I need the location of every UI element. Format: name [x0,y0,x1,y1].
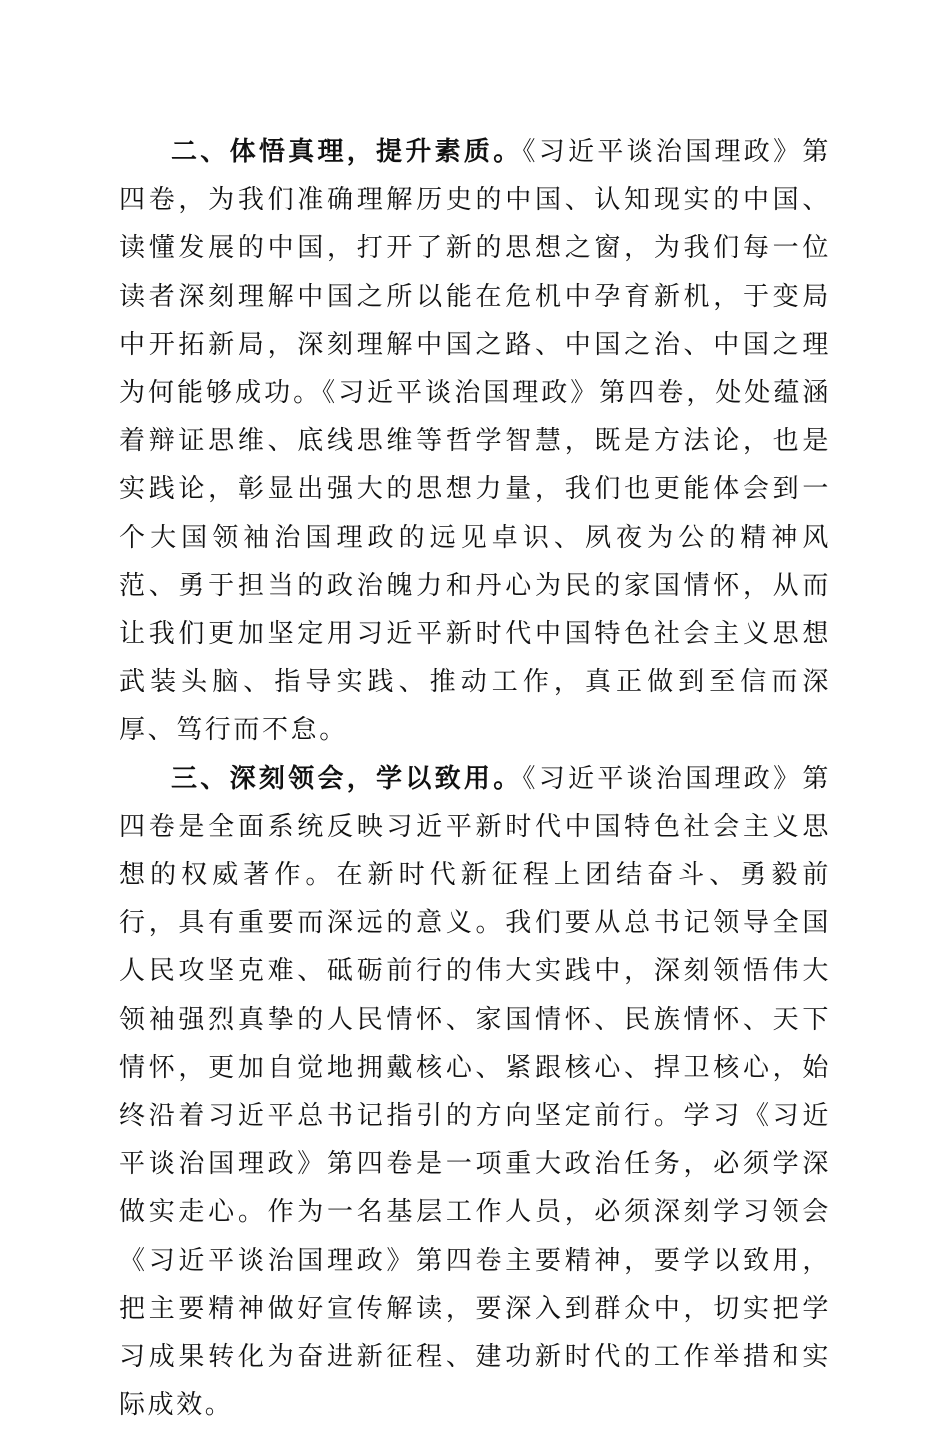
paragraph-section-3 [119,755,831,1429]
section-2-heading: 二、体悟真理，提升素质。 [171,137,523,167]
section-3-text: 《习近平谈治国理政》第四卷是全面系统反映习近平新时代中国特色社会主义思想的权威著作。在新时代新征程上团结奋斗、勇毅前行，具有重要而深远的意义。我们要从总书记领导全国人民攻坚克难、砥砺前行的伟大实践中，深刻领悟伟大领袖强烈真挚的人民情怀、家国情怀、民族情怀、天下情怀，更加自觉地拥戴核心、紧跟核心、捍卫核心，始终沿着习近平总书记指引的方向坚定前行。学习《习近平谈治国理政》第四卷是一项重大政治任务，必须学深做实走心。作为一名基层工作人员，必须深刻学习领会《习近平谈治国理政》第四卷主要精神，要学以致用，把主要精神做好宣传解读，要深入到群众中，切实把学习成果转化为奋进新征程、建功新时代的工作举措和实际成效。 [119,763,831,1421]
paragraph-section-2 [119,128,831,755]
section-2-text: 《习近平谈治国理政》第四卷，为我们准确理解历史的中国、认知现实的中国、读懂发展的中国，打开了新的思想之窗，为我们每一位读者深刻理解中国之所以能在危机中孕育新机，于变局中开拓新局，深刻理解中国之路、中国之治、中国之理为何能够成功。《习近平谈治国理政》第四卷，处处蕴涵着辩证思维、底线思维等哲学智慧，既是方法论，也是实践论，彰显出强大的思想力量，我们也更能体会到一个大国领袖治国理政的远见卓识、夙夜为公的精神风范、勇于担当的政治魄力和丹心为民的家国情怀，从而让我们更加坚定用习近平新时代中国特色社会主义思想武装头脑、指导实践、推动工作，真正做到至信而深厚、笃行而不怠。 [119,137,831,746]
document-body [119,128,831,1429]
section-3-heading: 三、深刻领会，学以致用。 [171,763,523,794]
